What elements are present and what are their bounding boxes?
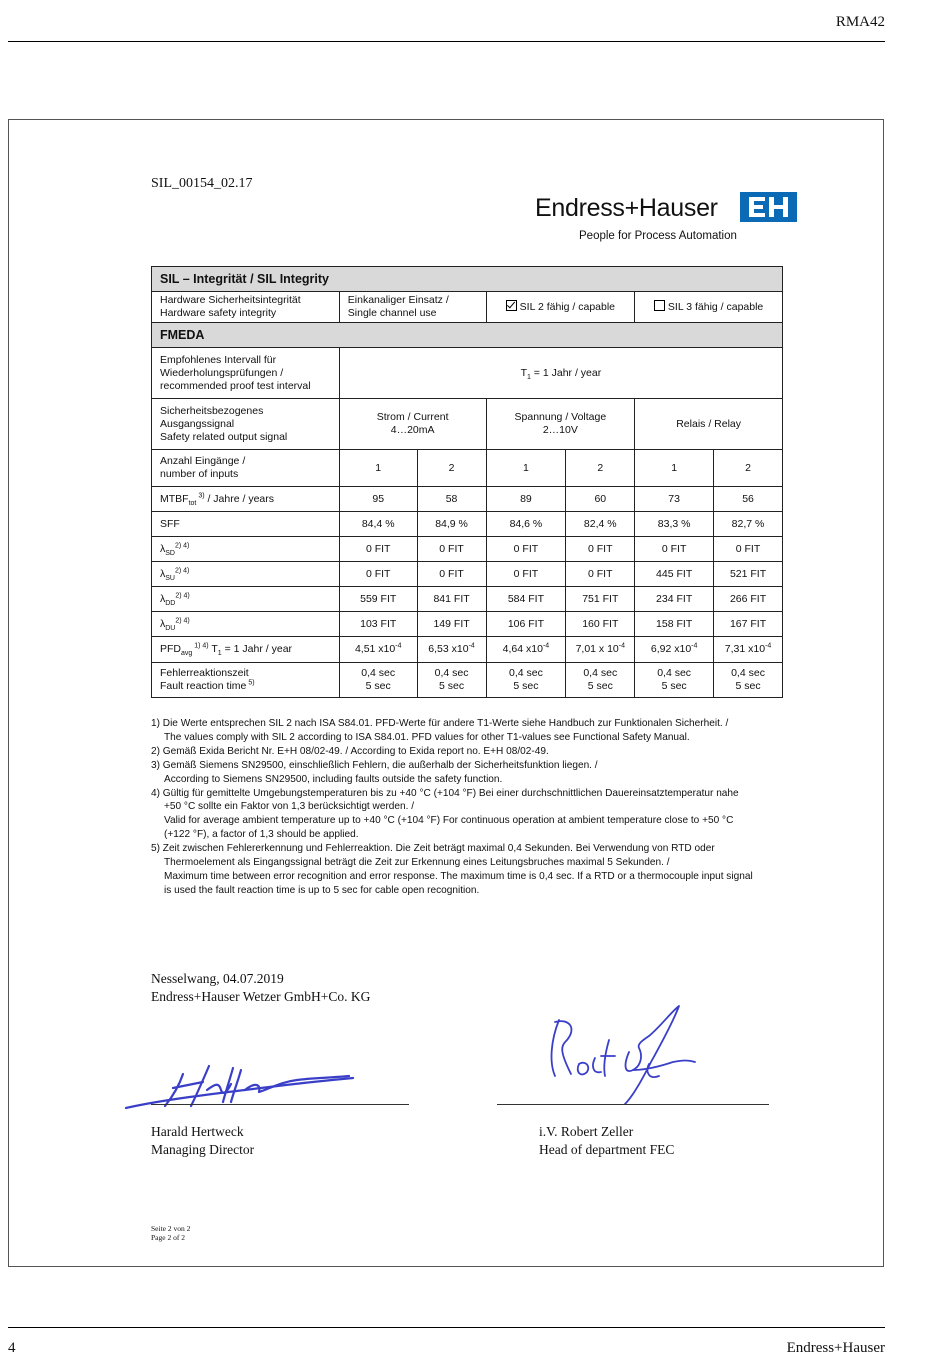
- row-lambda-su: [152, 562, 783, 587]
- page-en: Page 2 of 2: [151, 1233, 185, 1242]
- logo-wordmark: Endress+Hauser: [535, 194, 718, 222]
- row-label: $PFD_{avg}$ $^{1) 4)}$ $T_1 = 1$ Jahr / year: [152, 637, 340, 663]
- row-lambda-dd: [152, 587, 783, 612]
- footnote: 3) Gemäß Siemens SN29500, einschließlich Fehlern, die außerhalb der Sicherheitsfunktion liegen. /: [151, 759, 598, 771]
- signer-left: [151, 1123, 254, 1159]
- sil2-cell: SIL 2 fähig / capable: [486, 292, 635, 323]
- row-proof-interval: [152, 348, 783, 399]
- row-label: SFF: [152, 512, 340, 537]
- table-cell: 82,7 %: [714, 512, 783, 537]
- footnote: Thermoelement als Eingangssignal beträgt die Zeit zur Erkennung eines Leitungsbruches maximal 5 Sekunden. /: [164, 857, 670, 869]
- table-cell: 0,4 sec 5 sec: [417, 663, 486, 698]
- signer-right: [539, 1123, 674, 1159]
- table-cell: 83,3 %: [635, 512, 714, 537]
- row-label: Hardware Sicherheitsintegrität Hardware safety integrity: [152, 292, 340, 323]
- footer-rule: [8, 1327, 885, 1328]
- logo-tagline: People for Process Automation: [579, 230, 737, 242]
- section-fmeda: [152, 323, 783, 348]
- table-cell: 84,6 %: [486, 512, 566, 537]
- place-and-company: [151, 970, 370, 1006]
- table-cell: 2: [417, 450, 486, 487]
- checked-box-icon: [506, 300, 517, 311]
- table-cell: 1: [635, 450, 714, 487]
- table-cell: 84,4 %: [339, 512, 417, 537]
- interval-value: $T_1 = 1$ Jahr / year: [339, 348, 782, 399]
- table-cell: 56: [714, 487, 783, 512]
- signal-relay: Relais / Relay: [635, 399, 783, 450]
- signal-voltage: Spannung / Voltage 2…10V: [486, 399, 635, 450]
- footnote: 1) Die Werte entsprechen SIL 2 nach ISA S84.01. PFD-Werte für andere T1-Werte siehe Handbuch zur Funktionalen Sicherheit. /: [151, 718, 729, 729]
- table-cell: 0,4 sec 5 sec: [714, 663, 783, 698]
- table-cell: 4,64 $x10^{-4}$: [486, 637, 566, 663]
- table-cell: 0,4 sec 5 sec: [339, 663, 417, 698]
- table-cell: 0 FIT: [339, 537, 417, 562]
- table-cell: 0,4 sec 5 sec: [566, 663, 635, 698]
- sil-certificate: [8, 119, 884, 1267]
- signer-role: Managing Director: [151, 1142, 255, 1157]
- header-rule: [8, 41, 885, 42]
- table-cell: 4,51 $x10^{-4}$: [339, 637, 417, 663]
- row-fault-reaction: [152, 663, 783, 698]
- row-label: $\lambda_{SD}^{2) 4)}$: [152, 537, 340, 562]
- table-cell: 60: [566, 487, 635, 512]
- footnote: (+122 °F), a factor of 1,3 should be applied.: [164, 829, 359, 841]
- row-pfd: [152, 637, 783, 663]
- table-cell: 58: [417, 487, 486, 512]
- table-cell: 103 FIT: [339, 612, 417, 637]
- page-number: 4: [8, 1340, 16, 1356]
- table-cell: 0 FIT: [486, 537, 566, 562]
- table-cell: 1: [339, 450, 417, 487]
- place-date: Nesselwang, 04.07.2019: [151, 971, 284, 986]
- table-cell: 0 FIT: [635, 537, 714, 562]
- table-cell: 751 FIT: [566, 587, 635, 612]
- table-cell: 234 FIT: [635, 587, 714, 612]
- table-cell: 445 FIT: [635, 562, 714, 587]
- section-title: SIL – Integrität / SIL Integrity: [152, 267, 783, 292]
- footnote: is used the fault reaction time is up to 5 sec for cable open recognition.: [164, 884, 480, 896]
- table-cell: 84,9 %: [417, 512, 486, 537]
- section-sil-integrity: [152, 267, 783, 292]
- row-label: Sicherheitsbezogenes Ausgangssignal Safety related output signal: [152, 399, 340, 450]
- signature-line: [151, 1104, 409, 1105]
- row-label: $\lambda_{DU}^{2) 4)}$: [152, 612, 340, 637]
- channel-cell: Einkanaliger Einsatz / Single channel use: [339, 292, 486, 323]
- footnote: 2) Gemäß Exida Bericht Nr. E+H 08/02-49. / According to Exida report no. E+H 08/02-49.: [151, 745, 549, 757]
- footnote: 5) Zeit zwischen Fehlererkennung und Fehlerreaktion. Die Zeit beträgt maximal 0,4 Sekunden. Bei Verwendung von RTD oder: [151, 843, 715, 855]
- table-cell: 0 FIT: [417, 537, 486, 562]
- row-sff: [152, 512, 783, 537]
- signature-line: [497, 1104, 769, 1105]
- table-cell: 89: [486, 487, 566, 512]
- row-label: $MTBF_{tot}$ $^{3)}$ / Jahre / years: [152, 487, 340, 512]
- unchecked-box-icon: [654, 300, 665, 311]
- row-label: Anzahl Eingänge / number of inputs: [152, 450, 340, 487]
- table-cell: 841 FIT: [417, 587, 486, 612]
- footnote: According to Siemens SN29500, including faults outside the safety function.: [164, 773, 503, 785]
- signer-role: Head of department FEC: [539, 1142, 675, 1157]
- signature-zeller-icon: [529, 1000, 739, 1110]
- row-label: Empfohlenes Intervall für Wiederholungsprüfungen / recommended proof test interval: [152, 348, 340, 399]
- sil-table: [151, 266, 783, 698]
- row-label: $\lambda_{SU}^{2) 4)}$: [152, 562, 340, 587]
- row-label: Fehlerreaktionszeit Fault reaction time $^{5)}$: [152, 663, 340, 698]
- table-cell: 0 FIT: [566, 537, 635, 562]
- table-cell: 1: [486, 450, 566, 487]
- table-cell: 106 FIT: [486, 612, 566, 637]
- table-cell: 158 FIT: [635, 612, 714, 637]
- table-cell: 0 FIT: [714, 537, 783, 562]
- table-cell: 559 FIT: [339, 587, 417, 612]
- signer-name: i.V. Robert Zeller: [539, 1124, 634, 1139]
- footnote: +50 °C sollte ein Faktor von 1,3 berücksichtigt werden. /: [164, 801, 415, 813]
- section-title: FMEDA: [152, 323, 783, 348]
- table-cell: 2: [566, 450, 635, 487]
- table-cell: 0,4 sec 5 sec: [486, 663, 566, 698]
- row-label: $\lambda_{DD}^{2) 4)}$: [152, 587, 340, 612]
- table-cell: 82,4 %: [566, 512, 635, 537]
- row-hardware-integrity: [152, 292, 783, 323]
- table-cell: 0 FIT: [339, 562, 417, 587]
- table-cell: 149 FIT: [417, 612, 486, 637]
- row-mtbf: [152, 487, 783, 512]
- table-cell: 7,01 x $10^{-4}$: [566, 637, 635, 663]
- table-cell: 160 FIT: [566, 612, 635, 637]
- table-cell: 2: [714, 450, 783, 487]
- row-lambda-du: [152, 612, 783, 637]
- signature-hertweck-icon: [121, 1060, 371, 1115]
- page-de: Seite 2 von 2: [151, 1224, 191, 1233]
- footnote: Valid for average ambient temperature up to +40 °C (+104 °F) For continuous operation at ambient temperature close to +50 °C: [164, 815, 734, 827]
- company-name: Endress+Hauser Wetzer GmbH+Co. KG: [151, 989, 371, 1004]
- certificate-page-number: [151, 1224, 190, 1242]
- table-cell: 73: [635, 487, 714, 512]
- signer-name: Harald Hertweck: [151, 1124, 244, 1139]
- signal-current: Strom / Current 4…20mA: [339, 399, 486, 450]
- footnote: Maximum time between error recognition and error response. The maximum time is 0,4 sec. If a RTD or a thermocouple input signal: [164, 870, 753, 882]
- table-cell: 0 FIT: [486, 562, 566, 587]
- table-cell: 6,53 $x10^{-4}$: [417, 637, 486, 663]
- brand-logo: [535, 190, 805, 250]
- row-lambda-sd: [152, 537, 783, 562]
- row-output-signal: [152, 399, 783, 450]
- footer-brand: Endress+Hauser: [786, 1340, 885, 1356]
- sil3-cell: SIL 3 fähig / capable: [635, 292, 783, 323]
- footnotes: [151, 717, 811, 898]
- footnote: 4) Gültig für gemittelte Umgebungstemperaturen bis zu +40 °C (+104 °F) Bei einer durchschnittlichen Dauereinsatztemperatur nahe: [151, 787, 739, 799]
- table-cell: 6,92 $x10^{-4}$: [635, 637, 714, 663]
- table-cell: 95: [339, 487, 417, 512]
- table-cell: 7,31 $x10^{-4}$: [714, 637, 783, 663]
- table-cell: 584 FIT: [486, 587, 566, 612]
- footnote: The values comply with SIL 2 according to ISA S84.01. PFD values for other T1-values see Functional Safety Manual.: [164, 731, 690, 743]
- product-title: RMA42: [835, 14, 885, 30]
- table-cell: 0 FIT: [417, 562, 486, 587]
- eh-logo-icon: [740, 192, 797, 222]
- row-inputs: [152, 450, 783, 487]
- document-id: SIL_00154_02.17: [151, 176, 253, 191]
- table-cell: 521 FIT: [714, 562, 783, 587]
- table-cell: 167 FIT: [714, 612, 783, 637]
- table-cell: 0,4 sec 5 sec: [635, 663, 714, 698]
- table-cell: 0 FIT: [566, 562, 635, 587]
- table-cell: 266 FIT: [714, 587, 783, 612]
